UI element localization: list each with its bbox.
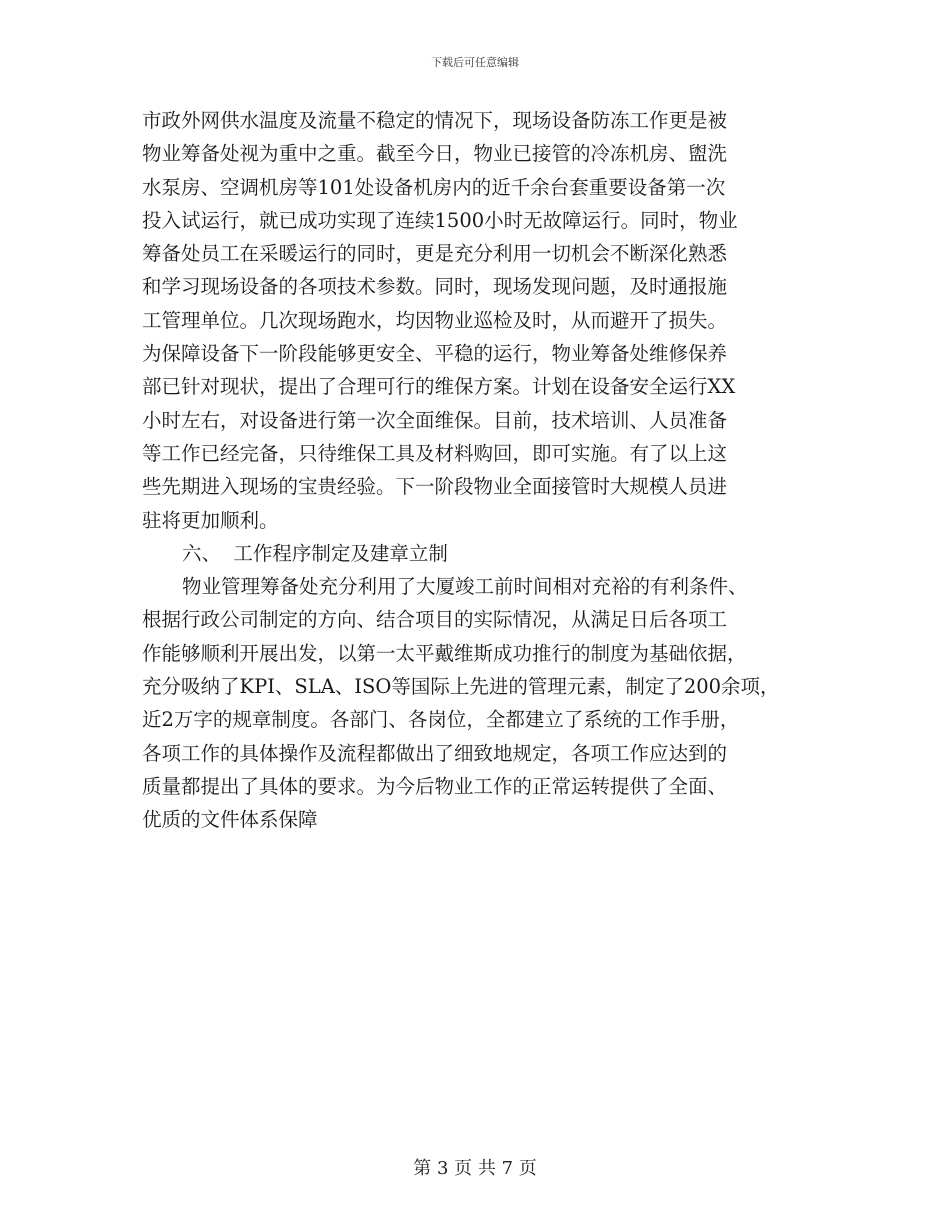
page-header: 下载后可任意编辑 [431,56,519,69]
paragraph-line: 筹备处员工在采暖运行的同时，更是充分利用一切机会不断深化熟悉 [142,242,728,266]
page-footer: 第 3 页 共 7 页 [413,1158,537,1179]
paragraph-line: 充分吸纳了KPI、SLA、ISO等国际上先进的管理元素，制定了200余项， [142,675,780,699]
paragraph-line: 部已针对现状，提出了合理可行的维保方案。计划在设备安全运行XX [142,375,736,399]
paragraph-line: 物业筹备处视为重中之重。截至今日，物业已接管的冷冻机房、盥洗 [142,142,728,166]
section-heading: 六、 工作程序制定及建章立制 [182,541,448,565]
paragraph-line: 作能够顺利开展出发，以第一太平戴维斯成功推行的制度为基础依据， [142,641,747,665]
paragraph-line: 近2万字的规章制度。各部门、各岗位，全都建立了系统的工作手册， [142,708,740,732]
paragraph-line: 物业管理筹备处充分利用了大厦竣工前时间相对充裕的有利条件、 [182,575,748,599]
paragraph-line: 根据行政公司制定的方向、结合项目的实际情况，从满足日后各项工 [142,608,728,632]
paragraph-line: 工管理单位。几次现场跑水，均因物业巡检及时，从而避开了损失。 [142,308,728,332]
document-body [142,104,832,837]
paragraph-line: 驻将更加顺利。 [142,508,279,532]
paragraph-line: 质量都提出了具体的要求。为今后物业工作的正常运转提供了全面、 [142,774,728,798]
paragraph-line: 为保障设备下一阶段能够更安全、平稳的运行，物业筹备处维修保养 [142,342,728,366]
paragraph-line: 水泵房、空调机房等101处设备机房内的近千余台套重要设备第一次 [142,175,726,199]
paragraph-line: 和学习现场设备的各项技术参数。同时，现场发现问题，及时通报施 [142,275,728,299]
paragraph-line: 市政外网供水温度及流量不稳定的情况下，现场设备防冻工作更是被 [142,109,728,132]
paragraph-line: 些先期进入现场的宝贵经验。下一阶段物业全面接管时大规模人员进 [142,475,728,499]
paragraph-line: 各项工作的具体操作及流程都做出了细致地规定，各项工作应达到的 [142,741,728,765]
paragraph-line: 小时左右，对设备进行第一次全面维保。目前，技术培训、人员准备 [142,408,728,432]
paragraph-line: 等工作已经完备，只待维保工具及材料购回，即可实施。有了以上这 [142,441,728,465]
paragraph-line: 投入试运行，就已成功实现了连续1500小时无故障运行。同时，物业 [142,208,738,232]
paragraph-line: 优质的文件体系保障 [142,808,318,832]
